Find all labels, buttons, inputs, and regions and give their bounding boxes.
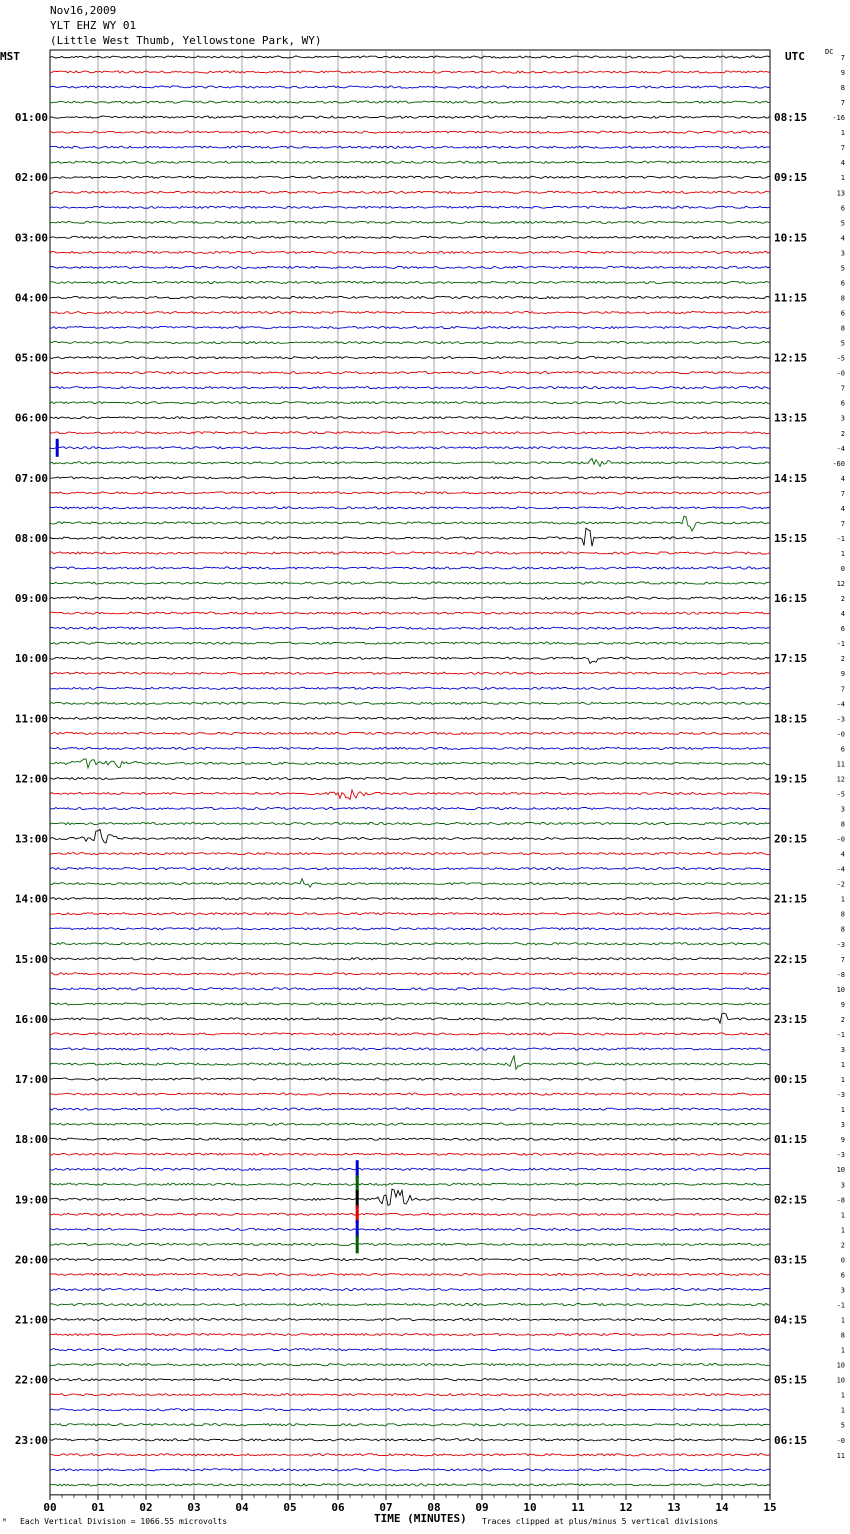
hour-label-left: 22:00 [14,1373,48,1387]
scale-note: Each Vertical Division = 1066.55 microvolts [20,1517,228,1526]
trace-row [50,417,770,419]
trace-row [50,988,770,990]
dc-offset-label: 4 [840,610,845,619]
trace-row [50,1349,770,1351]
trace-row [50,432,770,434]
hour-label-left: 19:00 [14,1193,48,1207]
x-tick-label: 05 [283,1500,297,1514]
hour-label-left: 05:00 [14,351,48,365]
hour-label-right: 01:15 [774,1133,808,1147]
trace-row [50,236,770,238]
dc-offset-label: 1 [840,1106,845,1115]
trace-row [50,101,770,103]
trace-row [50,176,770,178]
trace-row [50,1303,770,1305]
dc-offset-label: 7 [840,685,845,694]
dc-offset-label: -4 [836,700,845,709]
trace-row [50,1364,770,1366]
dc-offset-label: 6 [840,745,845,754]
hour-label-right: 12:15 [774,351,808,365]
dc-offset-label: 6 [840,625,845,634]
hour-label-left: 07:00 [14,471,48,485]
dc-offset-label: 5 [840,219,845,228]
hour-label-right: 04:15 [774,1313,808,1327]
dc-offset-label: 8 [840,294,845,303]
trace-row [50,1318,770,1320]
trace-row [50,161,770,163]
x-tick-label: 15 [763,1500,777,1514]
dc-offset-label: -3 [836,940,845,949]
trace-row [50,1258,770,1260]
trace-row [50,732,770,734]
dc-offset-label: -5 [836,354,845,363]
trace-row [50,116,770,118]
trace-row [50,402,770,404]
hour-label-right: 15:15 [774,531,808,545]
hour-label-left: 20:00 [14,1253,48,1267]
dc-offset-label: 9 [840,1136,845,1145]
dc-offset-label: -4 [836,865,845,874]
x-tick-label: 01 [91,1500,105,1514]
trace-row [50,1013,770,1023]
trace-row [50,357,770,359]
dc-offset-label: 4 [840,504,845,513]
dc-offset-label: 11 [836,760,845,769]
hour-label-left: 16:00 [14,1012,48,1026]
trace-row [50,702,770,704]
dc-offset-label: 7 [840,54,845,62]
trace-row [50,747,770,749]
dc-offset-label: 0 [840,565,845,574]
x-axis-title: TIME (MINUTES) [374,1512,467,1525]
clipped-signal [56,439,59,457]
dc-offset-label: 9 [840,670,845,679]
dc-offset-label: 1 [840,174,845,183]
dc-offset-label: 6 [840,399,845,408]
trace-row [50,1379,770,1381]
x-tick-label: 13 [667,1500,681,1514]
x-tick-label: 02 [139,1500,153,1514]
hour-label-right: 03:15 [774,1253,808,1267]
trace-row [50,687,770,689]
trace-row [50,642,770,644]
trace-row [50,1153,770,1155]
trace-row [50,672,770,674]
hour-label-right: 00:15 [774,1073,808,1087]
trace-row [50,221,770,223]
dc-offset-label: -1 [836,534,845,543]
dc-offset-label: 11 [836,1451,845,1460]
hour-label-right: 09:15 [774,171,808,185]
hour-label-left: 14:00 [14,892,48,906]
trace-row [50,1288,770,1290]
dc-offset-label: 3 [840,1121,845,1130]
dc-offset-label: 8 [840,324,845,333]
x-tick-label: 14 [715,1500,729,1514]
dc-offset-label: 3 [840,414,845,423]
x-tick-label: 00 [43,1500,57,1514]
timezone-label-right: UTC [785,50,805,63]
trace-row [50,582,770,584]
trace-row [50,822,770,824]
trace-row [50,71,770,73]
dc-offset-label: 7 [840,489,845,498]
trace-row [50,266,770,268]
trace-row [50,1123,770,1125]
hour-label-left: 13:00 [14,832,48,846]
hour-label-right: 13:15 [774,411,808,425]
dc-offset-label: 3 [840,1045,845,1054]
dc-offset-label: 1 [840,1391,845,1400]
trace-row [50,206,770,208]
trace-row [50,597,770,599]
trace-row [50,1469,770,1471]
dc-offset-label: 7 [840,955,845,964]
dc-offset-label: 5 [840,339,845,348]
trace-row [50,913,770,915]
hour-label-right: 11:15 [774,291,808,305]
trace-row [50,868,770,870]
hour-label-left: 04:00 [14,291,48,305]
footer-mark: ᴹ [2,1517,7,1526]
clip-note: Traces clipped at plus/minus 5 vertical divisions [482,1517,719,1526]
trace-row [50,1108,770,1110]
trace-row [50,56,770,58]
hour-label-right: 05:15 [774,1373,808,1387]
dc-offset-label: 9 [840,69,845,78]
trace-row [50,807,770,809]
dc-offset-label: 1 [840,1061,845,1070]
trace-row [50,387,770,389]
trace-row [50,1056,770,1069]
dc-offset-label: 9 [840,1000,845,1009]
trace-row [50,1439,770,1441]
dc-offset-label: -16 [832,114,845,123]
trace-row [50,528,770,546]
trace-row [50,1409,770,1411]
trace-row [50,1228,770,1230]
dc-offset-label: -3 [836,1151,845,1160]
dc-offset-label: 8 [840,1331,845,1340]
dc-offset-label: 5 [840,1421,845,1430]
dc-offset-label: 10 [836,1376,845,1385]
dc-offset-label: 6 [840,204,845,213]
station-code: YLT EHZ WY 01 [50,19,137,32]
trace-row [50,1394,770,1396]
trace-row [50,612,770,614]
hour-label-left: 06:00 [14,411,48,425]
hour-label-left: 11:00 [14,712,48,726]
dc-offset-label: -0 [836,835,845,844]
dc-offset-label: 1 [840,1211,845,1220]
trace-row [50,1138,770,1140]
trace-row [50,1003,770,1005]
trace-row [50,507,770,509]
hour-label-right: 10:15 [774,231,808,245]
dc-offset-label: 1 [840,895,845,904]
dc-offset-label: 7 [840,519,845,528]
trace-row [50,973,770,975]
dc-offset-label: -5 [836,790,845,799]
hour-label-left: 15:00 [14,952,48,966]
trace-row [50,326,770,328]
hour-label-left: 17:00 [14,1073,48,1087]
dc-offset-label: -0 [836,730,845,739]
dc-offset-label: -3 [836,1091,845,1100]
dc-offset-label: 10 [836,1166,845,1175]
trace-row [50,552,770,554]
dc-offset-label: 1 [840,1316,845,1325]
hour-label-right: 18:15 [774,712,808,726]
trace-row [50,1078,770,1080]
hour-label-left: 08:00 [14,531,48,545]
dc-offset-label: -60 [832,459,845,468]
dc-offset-label: 6 [840,1271,845,1280]
x-tick-label: 03 [187,1500,201,1514]
dc-offset-label: -8 [836,970,845,979]
trace-row [50,1048,770,1050]
hour-label-left: 18:00 [14,1133,48,1147]
trace-row [50,342,770,344]
dc-offset-label: 2 [840,429,845,438]
trace-row [50,492,770,494]
trace-row [50,657,770,663]
hour-label-right: 22:15 [774,952,808,966]
x-tick-label: 07 [379,1500,393,1514]
trace-row [50,516,770,531]
dc-offset-label: 10 [836,1361,845,1370]
dc-offset-label: 1 [840,1406,845,1415]
dc-offset-label: 2 [840,595,845,604]
trace-row [50,853,770,855]
trace-row [50,928,770,930]
trace-row [50,790,770,800]
dc-offset-label: -1 [836,1301,845,1310]
x-tick-label: 04 [235,1500,249,1514]
trace-row [50,1168,770,1170]
x-tick-label: 12 [619,1500,633,1514]
trace-row [50,86,770,88]
dc-offset-label: -8 [836,1196,845,1205]
dc-offset-label: -2 [836,880,845,889]
x-tick-label: 11 [571,1500,585,1514]
plot-date: Nov16,2009 [50,4,117,17]
dc-offset-label: 8 [840,820,845,829]
dc-offset-label: 3 [840,1181,845,1190]
hour-label-left: 21:00 [14,1313,48,1327]
dc-offset-label: 13 [836,189,845,198]
dc-offset-label: 10 [836,985,845,994]
dc-offset-label: -1 [836,640,845,649]
hour-label-left: 12:00 [14,772,48,786]
dc-offset-label: 4 [840,850,845,859]
trace-row [50,281,770,283]
hour-label-right: 19:15 [774,772,808,786]
dc-offset-label: 1 [840,129,845,138]
trace-row [50,1189,770,1205]
dc-offset-label: 12 [836,580,845,589]
trace-row [50,447,770,449]
station-location: (Little West Thumb, Yellowstone Park, WY) [50,34,322,47]
dc-offset-label: 7 [840,384,845,393]
hour-label-left: 10:00 [14,652,48,666]
dc-offset-label: 8 [840,84,845,93]
trace-row [50,372,770,374]
trace-row [50,879,770,888]
trace-row [50,477,770,479]
dc-offset-label: 4 [840,474,845,483]
trace-row [50,296,770,298]
dc-offset-label: 6 [840,309,845,318]
trace-row [50,131,770,133]
dc-offset-label: 8 [840,925,845,934]
trace-row [50,627,770,629]
trace-row [50,777,770,779]
dc-offset-label: 3 [840,249,845,258]
trace-row [50,146,770,148]
trace-row [50,958,770,960]
dc-offset-label: 6 [840,279,845,288]
dc-offset-label: 5 [840,264,845,273]
dc-offset-label: 7 [840,144,845,153]
x-tick-label: 10 [523,1500,537,1514]
dc-offset-label: 1 [840,1226,845,1235]
dc-offset-label: 7 [840,99,845,108]
x-tick-label: 06 [331,1500,345,1514]
hour-label-right: 16:15 [774,592,808,606]
hour-label-right: 21:15 [774,892,808,906]
hour-label-right: 06:15 [774,1433,808,1447]
hour-label-right: 20:15 [774,832,808,846]
hour-label-left: 23:00 [14,1433,48,1447]
dc-offset-label: 3 [840,1286,845,1295]
trace-row [50,1273,770,1275]
trace-row [50,1033,770,1035]
hour-label-right: 14:15 [774,471,808,485]
trace-row [50,1334,770,1336]
dc-offset-label: 3 [840,805,845,814]
hour-label-right: 17:15 [774,652,808,666]
dc-offset-label: 8 [840,910,845,919]
dc-offset-label: 0 [840,1256,845,1265]
trace-row [50,459,770,467]
trace-row [50,829,770,843]
trace-row [50,898,770,900]
hour-label-left: 02:00 [14,171,48,185]
hour-label-left: 09:00 [14,592,48,606]
x-tick-label: 09 [475,1500,489,1514]
timezone-label-left: MST [0,50,20,63]
dc-offset-label: 2 [840,1015,845,1024]
dc-offset-label: 1 [840,549,845,558]
dc-offset-label: 12 [836,775,845,784]
dc-offset-label: -0 [836,369,845,378]
trace-row [50,1484,770,1486]
dc-offset-header: DC [825,48,834,56]
trace-row [50,1243,770,1245]
hour-label-left: 01:00 [14,111,48,125]
hour-label-left: 03:00 [14,231,48,245]
trace-row [50,567,770,569]
trace-row [50,251,770,253]
dc-offset-label: 1 [840,1076,845,1085]
dc-offset-label: 4 [840,159,845,168]
dc-offset-label: -3 [836,715,845,724]
dc-offset-label: -0 [836,1436,845,1445]
hour-label-right: 08:15 [774,111,808,125]
x-tick-label: 08 [427,1500,441,1514]
trace-row [50,1454,770,1456]
dc-offset-label: 2 [840,655,845,664]
hour-label-right: 23:15 [774,1012,808,1026]
hour-label-right: 02:15 [774,1193,808,1207]
dc-offset-label: 2 [840,1241,845,1250]
trace-row [50,1183,770,1185]
trace-row [50,1093,770,1095]
trace-row [50,717,770,719]
dc-offset-label: 4 [840,234,845,243]
trace-row [50,1424,770,1426]
dc-offset-label: -1 [836,1030,845,1039]
trace-row [50,191,770,193]
dc-offset-label: 1 [840,1346,845,1355]
trace-row [50,759,770,768]
dc-offset-label: -4 [836,444,845,453]
trace-row [50,1213,770,1215]
clipped-signal [356,1235,359,1253]
trace-row [50,943,770,945]
trace-row [50,311,770,313]
